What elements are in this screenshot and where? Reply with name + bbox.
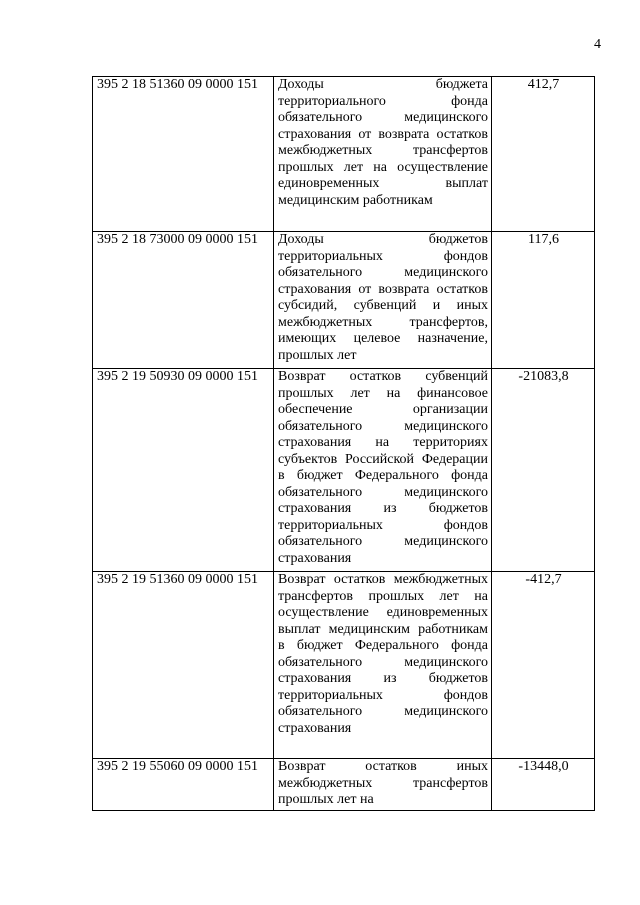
table-row	[93, 759, 595, 811]
amount-value: 412,7	[492, 77, 595, 232]
page-number: 4	[594, 37, 601, 52]
amount-value: -13448,0	[492, 759, 595, 811]
budget-classification-code: 395 2 19 50930 09 0000 151	[93, 369, 274, 572]
budget-classification-code: 395 2 18 73000 09 0000 151	[93, 232, 274, 369]
table-row	[93, 77, 595, 232]
amount-value: -21083,8	[492, 369, 595, 572]
revenue-description: Доходы бюджета территориального фонда обязательного медицинского страхования от возврата остатков межбюджетных трансфертов прошлых лет на осуществление единовременных выплат медицинским работникам	[274, 77, 492, 232]
budget-classification-code: 395 2 19 55060 09 0000 151	[93, 759, 274, 811]
amount-value: 117,6	[492, 232, 595, 369]
table-row	[93, 369, 595, 572]
revenue-description: Возврат остатков межбюджетных трансфертов прошлых лет на осуществление единовременных выплат медицинским работникам в бюджет Федерального фонда обязательного медицинского страхования из бюджетов территориальных фондов обязательного медицинского страхования	[274, 572, 492, 759]
budget-classification-code: 395 2 19 51360 09 0000 151	[93, 572, 274, 759]
table-row	[93, 572, 595, 759]
amount-value: -412,7	[492, 572, 595, 759]
revenue-description: Возврат остатков субвенций прошлых лет на финансовое обеспечение организации обязательного медицинского страхования на территориях субъектов Российской Федерации в бюджет Федерального фонда обязательного медицинского страхования из бюджетов территориальных фондов обязательного медицинского страхования	[274, 369, 492, 572]
revenue-description: Возврат остатков иных межбюджетных трансфертов прошлых лет на	[274, 759, 492, 811]
budget-classification-code: 395 2 18 51360 09 0000 151	[93, 77, 274, 232]
budget-revenue-table	[92, 76, 595, 811]
table-row	[93, 232, 595, 369]
revenue-description: Доходы бюджетов территориальных фондов обязательного медицинского страхования от возврата остатков субсидий, субвенций и иных межбюджетных трансфертов, имеющих целевое назначение, прошлых лет	[274, 232, 492, 369]
